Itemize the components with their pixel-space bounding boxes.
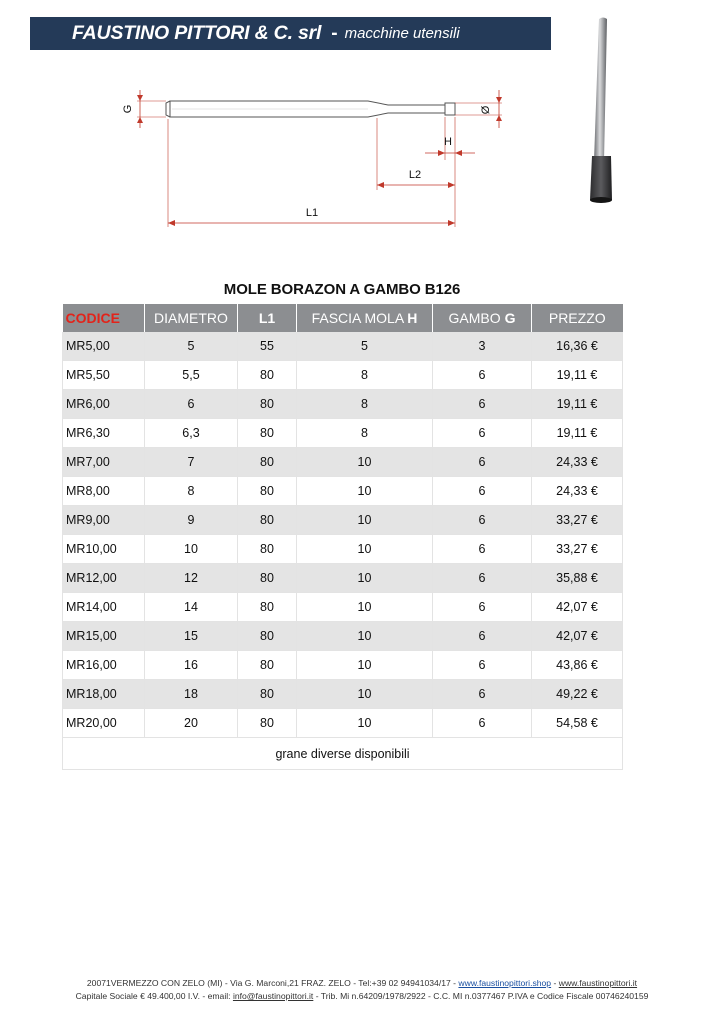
table-note-row bbox=[63, 738, 623, 770]
cell-prezzo: 19,11 € bbox=[532, 361, 623, 390]
cell-prezzo: 33,27 € bbox=[532, 506, 623, 535]
cell-fascia-mola: 10 bbox=[297, 680, 433, 709]
footer-separator: - bbox=[551, 978, 559, 988]
cell-codice: MR7,00 bbox=[63, 448, 145, 477]
cell-l1: 80 bbox=[238, 361, 297, 390]
cell-fascia-mola: 8 bbox=[297, 419, 433, 448]
footer-link-shop[interactable]: www.faustinopittori.shop bbox=[458, 978, 552, 988]
column-header-diametro: DIAMETRO bbox=[145, 304, 238, 332]
column-header-codice: CODICE bbox=[63, 304, 145, 332]
cell-diametro: 5 bbox=[145, 332, 238, 361]
cell-l1: 80 bbox=[238, 535, 297, 564]
cell-fascia-mola: 10 bbox=[297, 535, 433, 564]
header-banner bbox=[30, 17, 551, 50]
cell-diametro: 15 bbox=[145, 622, 238, 651]
cell-codice: MR14,00 bbox=[63, 593, 145, 622]
dimension-diameter bbox=[455, 90, 502, 128]
cell-fascia-mola: 10 bbox=[297, 622, 433, 651]
cell-fascia-mola: 8 bbox=[297, 390, 433, 419]
cell-gambo: 3 bbox=[433, 332, 532, 361]
cell-fascia-mola: 10 bbox=[297, 477, 433, 506]
cell-codice: MR18,00 bbox=[63, 680, 145, 709]
cell-diametro: 7 bbox=[145, 448, 238, 477]
column-header-l1-text: L1 bbox=[258, 310, 276, 326]
page-footer bbox=[0, 977, 724, 1003]
cell-diametro: 14 bbox=[145, 593, 238, 622]
cell-gambo: 6 bbox=[433, 593, 532, 622]
cell-gambo: 6 bbox=[433, 506, 532, 535]
cell-codice: MR10,00 bbox=[63, 535, 145, 564]
table-row bbox=[63, 622, 623, 651]
cell-gambo: 6 bbox=[433, 361, 532, 390]
company-name: FAUSTINO PITTORI & C. srl bbox=[72, 22, 322, 44]
cell-prezzo: 19,11 € bbox=[532, 390, 623, 419]
column-header-gambo bbox=[433, 304, 532, 332]
cell-l1: 80 bbox=[238, 419, 297, 448]
table-row bbox=[63, 361, 623, 390]
cell-prezzo: 54,58 € bbox=[532, 709, 623, 738]
cell-codice: MR20,00 bbox=[63, 709, 145, 738]
cell-fascia-mola: 10 bbox=[297, 448, 433, 477]
cell-diametro: 5,5 bbox=[145, 361, 238, 390]
cell-gambo: 6 bbox=[433, 680, 532, 709]
cell-diametro: 18 bbox=[145, 680, 238, 709]
table-row bbox=[63, 390, 623, 419]
cell-l1: 80 bbox=[238, 506, 297, 535]
table-row bbox=[63, 564, 623, 593]
cell-l1: 80 bbox=[238, 622, 297, 651]
cell-gambo: 6 bbox=[433, 390, 532, 419]
company-tagline: macchine utensili bbox=[344, 25, 460, 42]
footer-registry: - Trib. Mi n.64209/1978/2922 - C.C. MI n.0377467 P.IVA e Codice Fiscale 00746240159 bbox=[313, 991, 649, 1001]
cell-l1: 80 bbox=[238, 709, 297, 738]
table-row bbox=[63, 419, 623, 448]
cell-codice: MR6,00 bbox=[63, 390, 145, 419]
table-row bbox=[63, 709, 623, 738]
table-row bbox=[63, 332, 623, 361]
table-row bbox=[63, 448, 623, 477]
cell-gambo: 6 bbox=[433, 709, 532, 738]
cell-codice: MR16,00 bbox=[63, 651, 145, 680]
cell-gambo: 6 bbox=[433, 419, 532, 448]
label-g: G bbox=[121, 104, 134, 114]
cell-gambo: 6 bbox=[433, 651, 532, 680]
cell-prezzo: 19,11 € bbox=[532, 419, 623, 448]
cell-prezzo: 43,86 € bbox=[532, 651, 623, 680]
cell-gambo: 6 bbox=[433, 448, 532, 477]
cell-codice: MR6,30 bbox=[63, 419, 145, 448]
cell-prezzo: 24,33 € bbox=[532, 448, 623, 477]
table-row bbox=[63, 680, 623, 709]
cell-l1: 80 bbox=[238, 651, 297, 680]
cell-l1: 80 bbox=[238, 564, 297, 593]
cell-l1: 55 bbox=[238, 332, 297, 361]
footer-line-2 bbox=[0, 990, 724, 1003]
cell-codice: MR15,00 bbox=[63, 622, 145, 651]
cell-diametro: 6 bbox=[145, 390, 238, 419]
tool-photo bbox=[578, 16, 628, 206]
cell-l1: 80 bbox=[238, 477, 297, 506]
cell-l1: 80 bbox=[238, 390, 297, 419]
table-row bbox=[63, 593, 623, 622]
cell-prezzo: 42,07 € bbox=[532, 593, 623, 622]
cell-fascia-mola: 10 bbox=[297, 651, 433, 680]
cell-codice: MR8,00 bbox=[63, 477, 145, 506]
cell-codice: MR5,50 bbox=[63, 361, 145, 390]
dimension-g bbox=[137, 90, 166, 128]
cell-fascia-mola: 8 bbox=[297, 361, 433, 390]
column-header-fascia-bold: H bbox=[407, 310, 418, 326]
product-table bbox=[62, 304, 623, 770]
footer-line-1 bbox=[0, 977, 724, 990]
column-header-l1 bbox=[238, 304, 297, 332]
label-l1: L1 bbox=[305, 207, 319, 219]
cell-prezzo: 49,22 € bbox=[532, 680, 623, 709]
cell-l1: 80 bbox=[238, 593, 297, 622]
cell-gambo: 6 bbox=[433, 564, 532, 593]
cell-gambo: 6 bbox=[433, 535, 532, 564]
cell-prezzo: 42,07 € bbox=[532, 622, 623, 651]
cell-diametro: 12 bbox=[145, 564, 238, 593]
cell-fascia-mola: 10 bbox=[297, 506, 433, 535]
label-diameter: Ø bbox=[479, 105, 492, 115]
table-row bbox=[63, 651, 623, 680]
cell-prezzo: 35,88 € bbox=[532, 564, 623, 593]
cell-l1: 80 bbox=[238, 680, 297, 709]
cell-fascia-mola: 5 bbox=[297, 332, 433, 361]
cell-codice: MR12,00 bbox=[63, 564, 145, 593]
footer-link-email[interactable]: info@faustinopittori.it bbox=[232, 991, 314, 1001]
cell-l1: 80 bbox=[238, 448, 297, 477]
cell-prezzo: 16,36 € bbox=[532, 332, 623, 361]
cell-diametro: 20 bbox=[145, 709, 238, 738]
cell-gambo: 6 bbox=[433, 477, 532, 506]
footer-capital: Capitale Sociale € 49.400,00 I.V. - email: bbox=[75, 991, 233, 1001]
column-header-fascia bbox=[297, 304, 433, 332]
cell-diametro: 10 bbox=[145, 535, 238, 564]
cell-prezzo: 33,27 € bbox=[532, 535, 623, 564]
table-row bbox=[63, 506, 623, 535]
cell-diametro: 8 bbox=[145, 477, 238, 506]
cell-codice: MR5,00 bbox=[63, 332, 145, 361]
footer-address: 20071VERMEZZO CON ZELO (MI) - Via G. Marconi,21 FRAZ. ZELO - Tel:+39 02 94941034/17 - bbox=[86, 978, 459, 988]
cell-codice: MR9,00 bbox=[63, 506, 145, 535]
table-title: MOLE BORAZON A GAMBO B126 bbox=[223, 281, 461, 298]
label-l2: L2 bbox=[408, 169, 422, 181]
table-row bbox=[63, 535, 623, 564]
cell-gambo: 6 bbox=[433, 622, 532, 651]
header-separator: - bbox=[331, 22, 338, 44]
footer-link-site[interactable]: www.faustinopittori.it bbox=[558, 978, 638, 988]
table-header-row bbox=[63, 304, 623, 332]
column-header-gambo-bold: G bbox=[504, 310, 516, 326]
table-row bbox=[63, 477, 623, 506]
label-h: H bbox=[444, 136, 452, 148]
cell-fascia-mola: 10 bbox=[297, 593, 433, 622]
cell-diametro: 16 bbox=[145, 651, 238, 680]
column-header-gambo-text: GAMBO bbox=[448, 310, 505, 326]
column-header-prezzo: PREZZO bbox=[532, 304, 623, 332]
cell-diametro: 9 bbox=[145, 506, 238, 535]
cell-fascia-mola: 10 bbox=[297, 709, 433, 738]
column-header-fascia-text: FASCIA MOLA bbox=[311, 310, 408, 326]
table-note: grane diverse disponibili bbox=[63, 738, 623, 770]
cell-diametro: 6,3 bbox=[145, 419, 238, 448]
cell-fascia-mola: 10 bbox=[297, 564, 433, 593]
table-body bbox=[63, 332, 623, 738]
tool-technical-drawing bbox=[100, 82, 520, 232]
cell-prezzo: 24,33 € bbox=[532, 477, 623, 506]
